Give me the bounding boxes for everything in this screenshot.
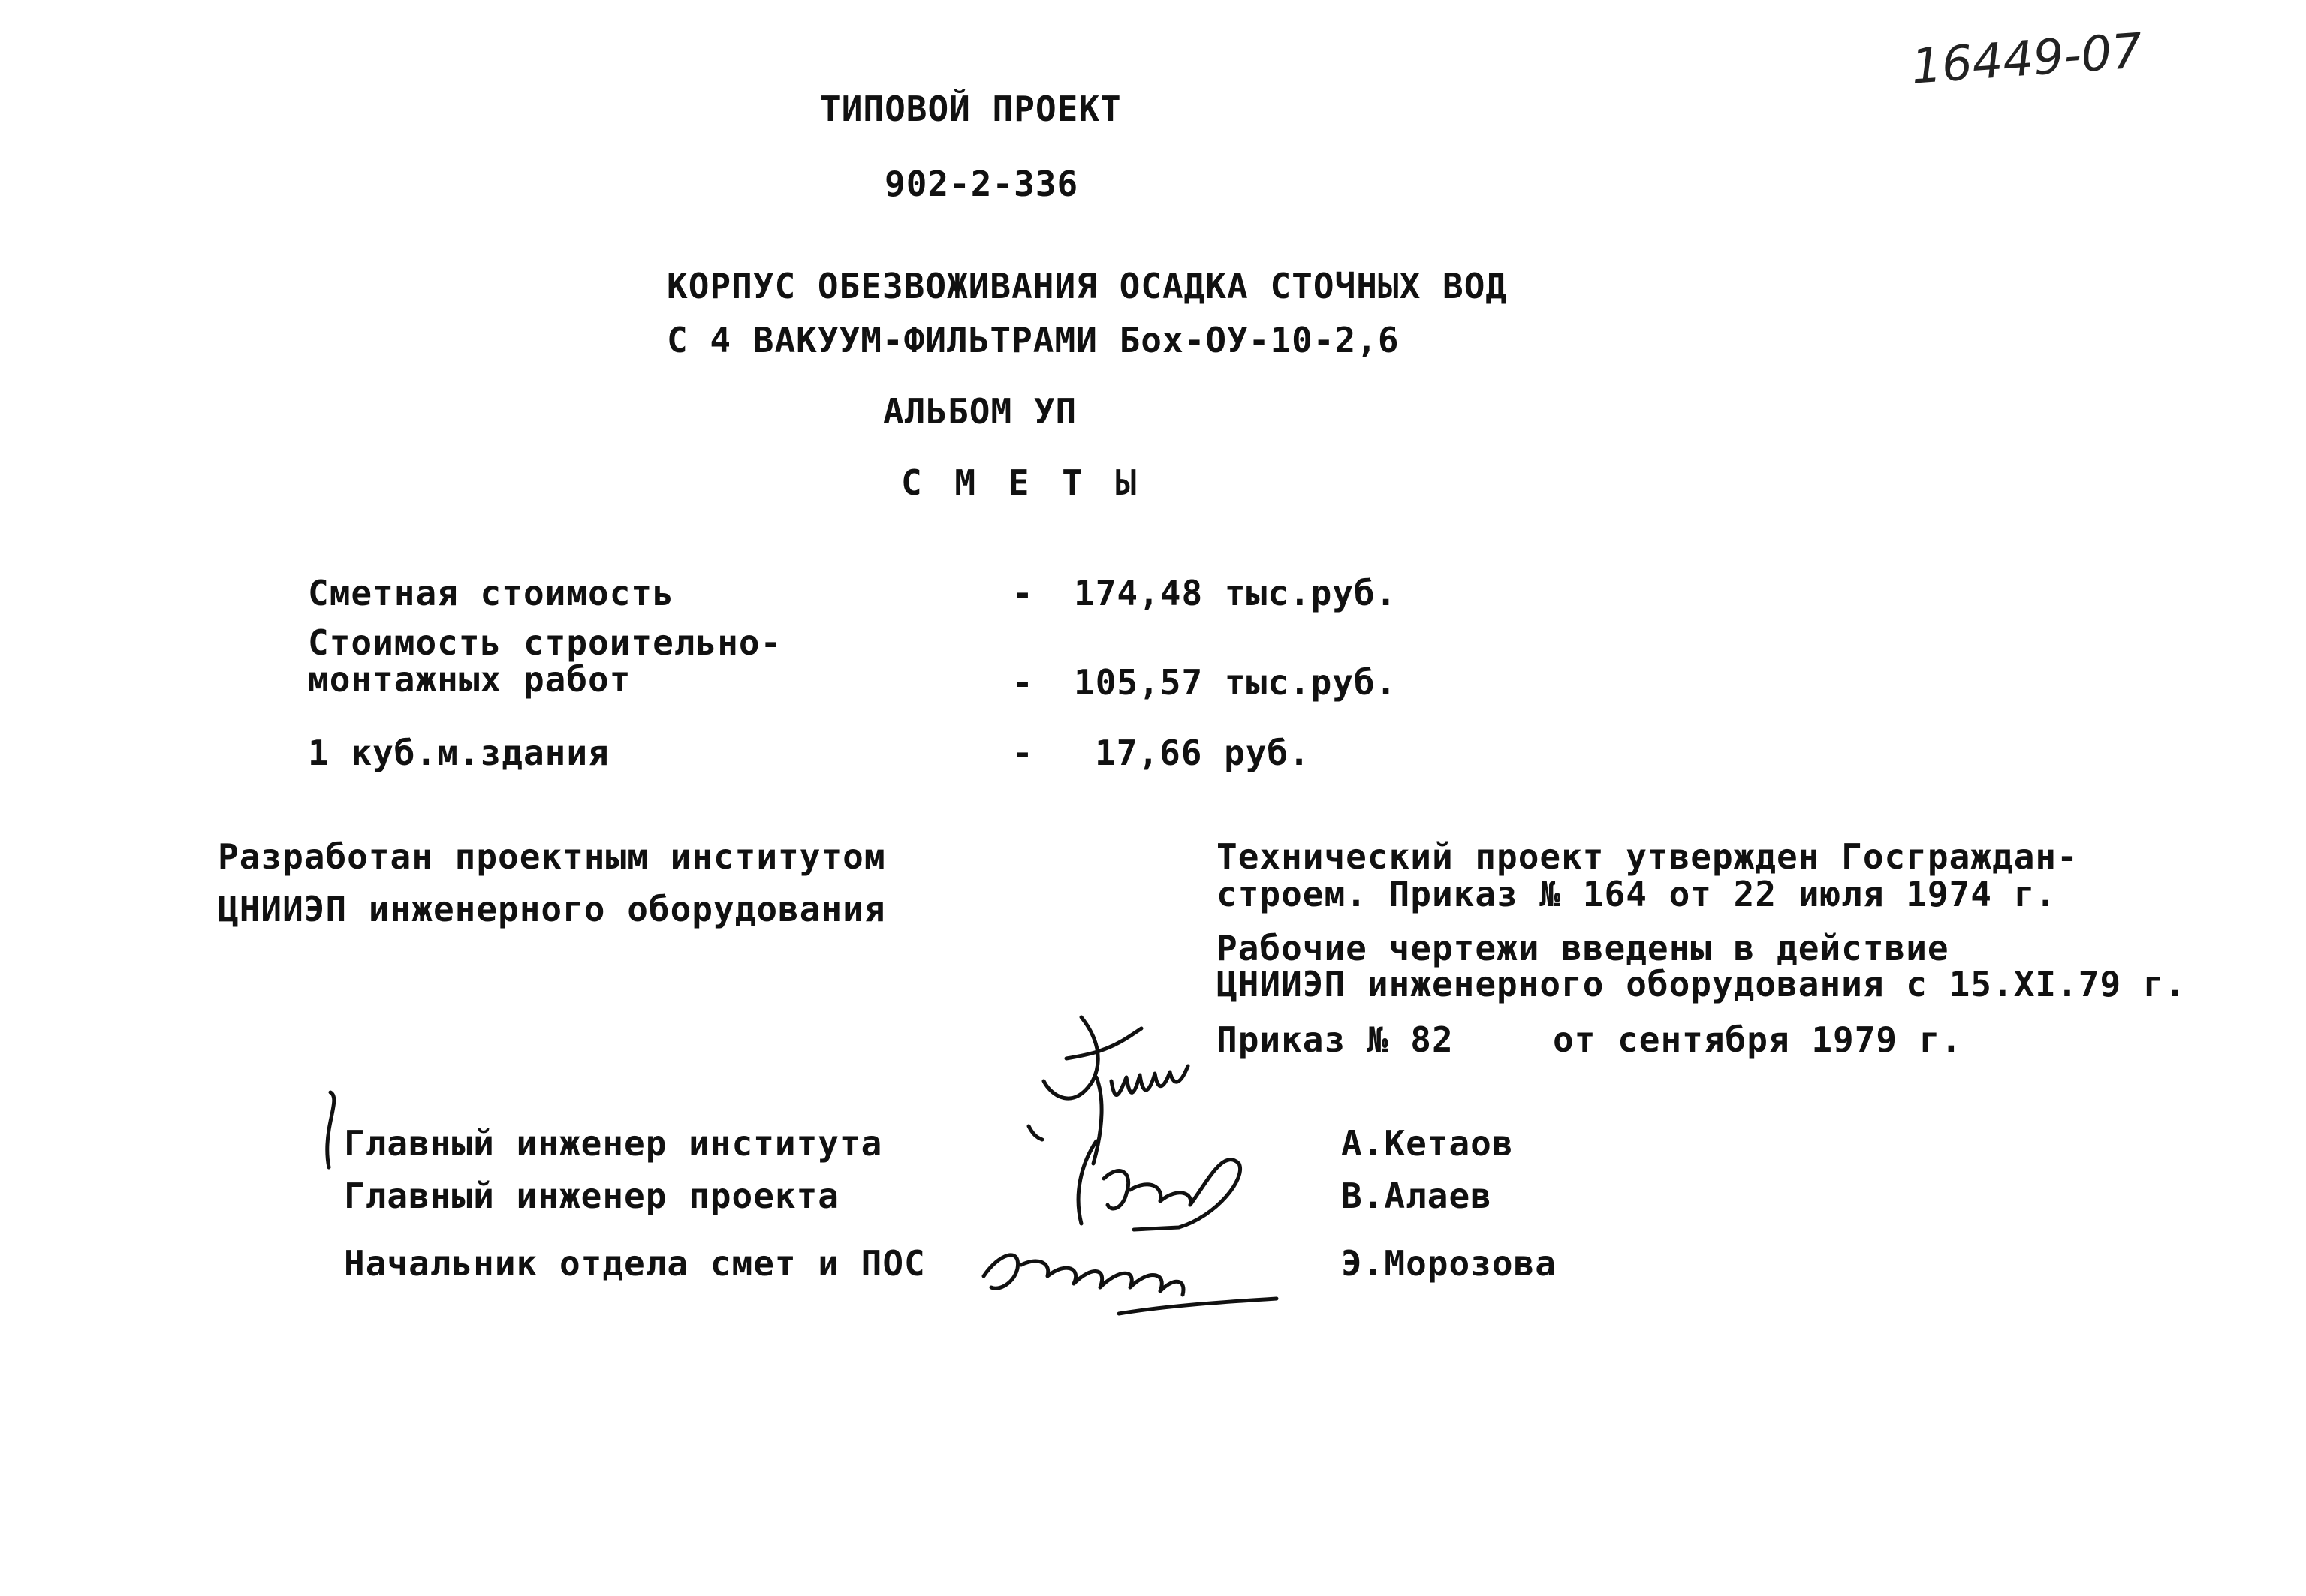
approval-line1: Технический проект утвержден Госграждан- <box>1216 836 2078 877</box>
order-date: от сентября 1979 г. <box>1553 1019 1963 1060</box>
margin-mark <box>315 1089 345 1171</box>
project-code: 902-2-336 <box>885 164 1079 204</box>
approval-line4: ЦНИИЭП инженерного оборудования с 15.XI.79 г. <box>1216 964 2187 1004</box>
signatory-name: В.Алаев <box>1341 1176 1492 1216</box>
cost-label: Стоимость строительно- <box>308 622 782 663</box>
developer-line2: ЦНИИЭП инженерного оборудования <box>218 889 886 929</box>
signature-head-of-estimates <box>969 1224 1284 1321</box>
signatory-role: Главный инженер проекта <box>344 1176 840 1216</box>
archive-number: 16449-07 <box>1909 23 2145 95</box>
cost-dash: - <box>1012 662 1034 703</box>
signatory-role: Начальник отдела смет и ПОС <box>344 1243 926 1284</box>
project-title-line2: С 4 ВАКУУМ-ФИЛЬТРАМИ Бох-ОУ-10-2,6 <box>667 320 1400 360</box>
cost-label: 1 куб.м.здания <box>308 733 610 773</box>
album-number: АЛЬБОМ УП <box>883 391 1078 432</box>
approval-line2: строем. Приказ № 164 от 22 июля 1974 г. <box>1216 874 2057 914</box>
cost-value: 17,66 руб. <box>1095 733 1310 773</box>
signatory-name: А.Кетаов <box>1341 1123 1514 1164</box>
order-number: Приказ № 82 <box>1216 1019 1454 1060</box>
cost-label: Сметная стоимость <box>308 573 674 613</box>
document-type: ТИПОВОЙ ПРОЕКТ <box>820 89 1122 129</box>
signature-chief-engineer-project <box>1051 1134 1292 1239</box>
cost-dash: - <box>1012 733 1034 773</box>
signatory-name: Э.Морозова <box>1341 1243 1557 1284</box>
cost-value: 105,57 тыс.руб. <box>1074 662 1397 703</box>
developer-line1: Разработан проектным институтом <box>218 836 886 877</box>
signatory-role: Главный инженер института <box>344 1123 883 1164</box>
section-title: С М Е Т Ы <box>901 462 1143 503</box>
cost-value: 174,48 тыс.руб. <box>1074 573 1397 613</box>
project-title-line1: КОРПУС ОБЕЗВОЖИВАНИЯ ОСАДКА СТОЧНЫХ ВОД <box>667 266 1508 306</box>
cost-dash: - <box>1012 573 1034 613</box>
cost-label-cont: монтажных работ <box>308 659 632 700</box>
approval-line3: Рабочие чертежи введены в действие <box>1216 928 1949 968</box>
